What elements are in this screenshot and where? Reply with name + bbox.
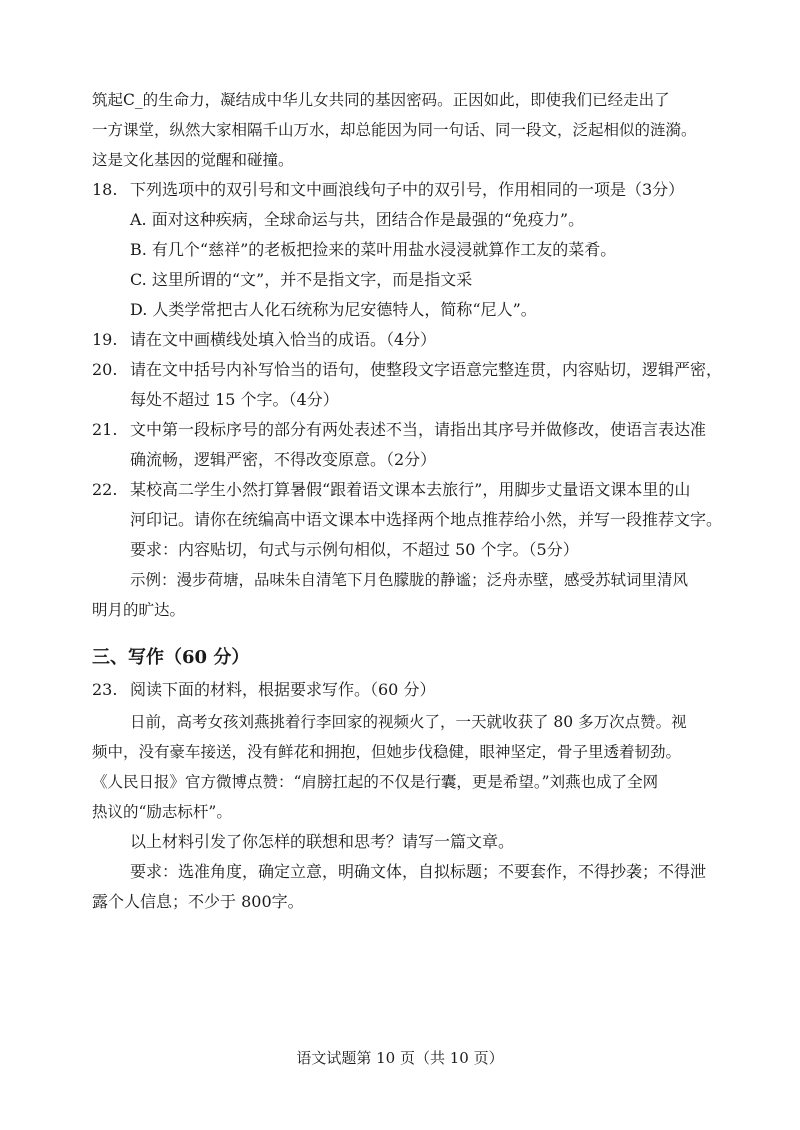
question-stem: 确流畅，逻辑严密，不得改变原意。（2分） (130, 450, 437, 469)
option-a: A. 面对这种疾病，全球命运与共，团结合作是最强的“免疫力”。 (130, 210, 585, 229)
question-number: 19. (92, 330, 118, 349)
option-d: D. 人类学常把古人化石统称为尼安德特人，简称“尼人”。 (130, 300, 537, 319)
section-title: 三、写作（60 分） (92, 647, 250, 668)
question-stem: 请在文中括号内补写恰当的语句，使整段文字语意完整连贯，内容贴切，逻辑严密， (130, 360, 723, 379)
material-line: 《人民日报》官方微博点赞：“肩膀扛起的不仅是行囊，更是希望。”刘燕也成了全网 (92, 773, 659, 791)
passage-line: 筑起C_的生命力，凝结成中华儿女共同的基因密码。正因如此，即使我们已经走出了 (92, 91, 670, 109)
passage-line: 一方课堂，纵然大家相隔千山万水，却总能因为同一句话、同一段文，泛起相似的涟漪。 (92, 121, 697, 139)
question-number: 23. (92, 680, 118, 699)
material-line: 日前，高考女孩刘燕挑着行李回家的视频火了，一天就收获了 80 多万次点赞。视 (130, 713, 687, 731)
question-stem: 河印记。请你在统编高中语文课本中选择两个地点推荐给小然，并写一段推荐文字。 (130, 510, 723, 529)
material-line: 频中，没有豪车接送，没有鲜花和拥抱，但她步伐稳健，眼神坚定，骨子里透着韧劲。 (92, 743, 682, 761)
question-stem: 请在文中画横线处填入恰当的成语。（4分） (130, 330, 437, 349)
page-footer: 语文试题第 10 页（共 10 页） (296, 1049, 504, 1067)
writing-requirement: 要求：选准角度，确定立意，明确文体，自拟标题；不要套作，不得抄袭；不得泄 (130, 862, 707, 881)
question-number: 21. (92, 420, 118, 439)
question-stem: 每处不超过 15 个字。（4分） (130, 390, 339, 409)
example-line: 明月的旷达。 (92, 601, 186, 619)
option-c: C. 这里所谓的“文”，并不是指文字，而是指文采 (130, 270, 473, 289)
writing-requirement: 露个人信息；不少于 800字。 (92, 892, 304, 911)
question-number: 18. (92, 180, 118, 199)
question-number: 20. (92, 360, 118, 379)
question-number: 22. (92, 480, 118, 499)
question-stem: 文中第一段标序号的部分有两处表述不当，请指出其序号并做修改，使语言表达准 (130, 420, 707, 439)
example-line: 示例：漫步荷塘，品味朱自清笔下月色朦胧的静谧；泛舟赤壁，感受苏轼词里清风 (130, 571, 689, 589)
option-b: B. 有几个“慈祥”的老板把捡来的菜叶用盐水浸浸就算作工友的菜肴。 (130, 240, 617, 259)
material-line: 热议的“励志标杆”。 (92, 803, 232, 821)
question-requirement: 要求：内容贴切，句式与示例句相似，不超过 50 个字。（5分） (130, 540, 579, 559)
passage-line: 这是文化基因的觉醒和碰撞。 (92, 151, 294, 169)
writing-prompt: 以上材料引发了你怎样的联想和思考？请写一篇文章。 (130, 832, 515, 851)
question-stem: 阅读下面的材料，根据要求写作。（60 分） (130, 680, 436, 699)
question-stem: 下列选项中的双引号和文中画浪线句子中的双引号，作用相同的一项是（3分） (130, 180, 685, 199)
question-stem: 某校高二学生小然打算暑假“跟着语文课本去旅行”，用脚步丈量语文课本里的山 (130, 480, 691, 499)
